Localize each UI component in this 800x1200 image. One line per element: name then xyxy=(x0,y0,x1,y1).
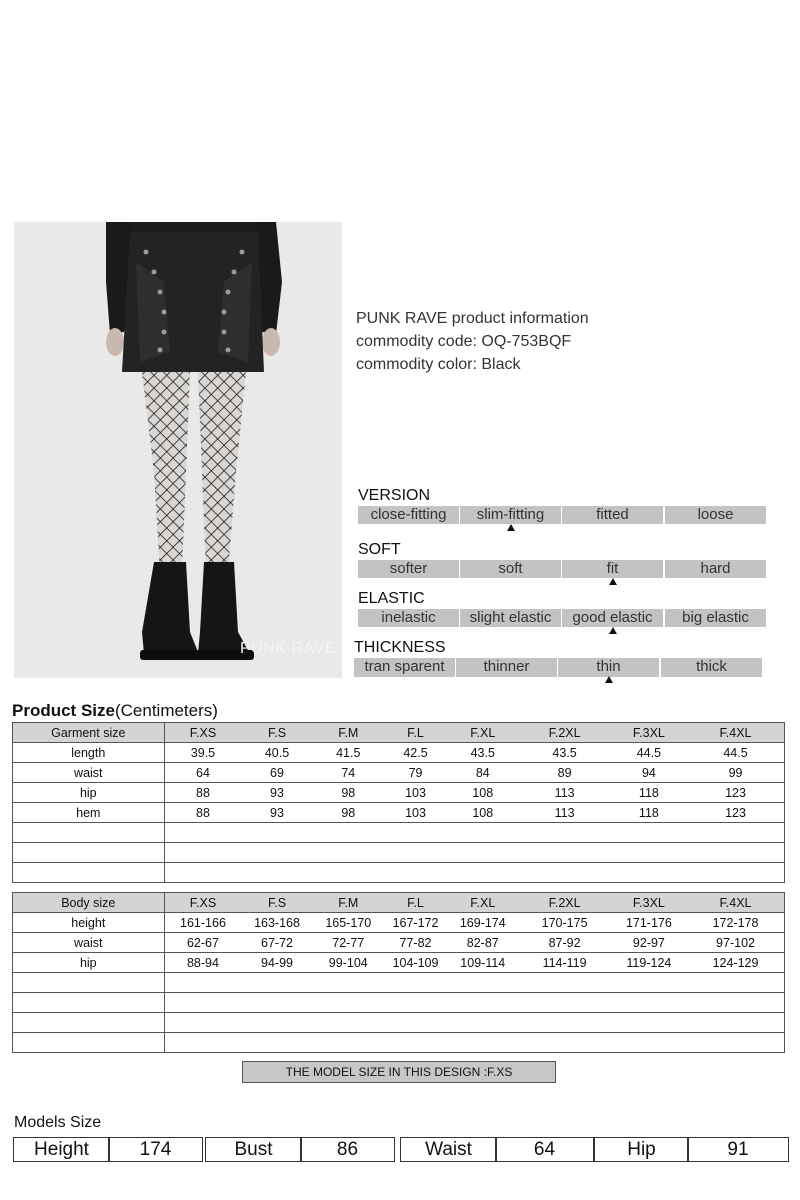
empty-row xyxy=(13,823,785,843)
table-cell: 104-109 xyxy=(384,953,447,973)
header-label: Garment size xyxy=(13,723,165,743)
model-measure-value: 64 xyxy=(495,1137,594,1162)
size-header: F.M xyxy=(313,893,384,913)
garment-size-table xyxy=(12,722,785,883)
table-cell: 69 xyxy=(241,763,312,783)
scale-option: big elastic xyxy=(665,609,766,627)
commodity-color: commodity color: Black xyxy=(356,356,521,373)
scale-option: tran sparent xyxy=(354,658,455,677)
scale-option: fit xyxy=(562,560,663,578)
selected-marker-icon xyxy=(609,578,617,585)
size-header: F.S xyxy=(241,723,312,743)
scale-option: thin xyxy=(558,658,659,677)
row-label: hip xyxy=(13,783,165,803)
empty-row xyxy=(13,863,785,883)
empty-row xyxy=(13,973,785,993)
empty-cell xyxy=(164,1033,784,1053)
header-label: Body size xyxy=(13,893,165,913)
table-cell: 123 xyxy=(687,783,784,803)
table-cell: 119-124 xyxy=(611,953,687,973)
row-label: height xyxy=(13,913,165,933)
empty-cell xyxy=(164,973,784,993)
product-size-heading: Product Size xyxy=(12,701,115,720)
table-cell: 92-97 xyxy=(611,933,687,953)
model-measure-label: Hip xyxy=(594,1137,689,1162)
empty-cell xyxy=(164,1013,784,1033)
skirt-model-illustration xyxy=(14,222,342,678)
empty-cell xyxy=(164,823,784,843)
scale-option: thick xyxy=(661,658,762,677)
empty-cell xyxy=(13,1013,165,1033)
table-cell: 172-178 xyxy=(687,913,784,933)
table-row xyxy=(13,933,785,953)
table-cell: 167-172 xyxy=(384,913,447,933)
size-header: F.3XL xyxy=(611,723,687,743)
size-header: F.XS xyxy=(164,893,241,913)
table-row xyxy=(13,783,785,803)
table-cell: 98 xyxy=(313,803,384,823)
table-cell: 98 xyxy=(313,783,384,803)
table-row xyxy=(13,913,785,933)
table-cell: 44.5 xyxy=(687,743,784,763)
size-header: F.2XL xyxy=(518,893,610,913)
selected-marker-icon xyxy=(605,676,613,683)
table-row xyxy=(13,763,785,783)
table-cell: 74 xyxy=(313,763,384,783)
row-label: hip xyxy=(13,953,165,973)
table-cell: 113 xyxy=(518,783,610,803)
empty-cell xyxy=(13,973,165,993)
table-cell: 77-82 xyxy=(384,933,447,953)
table-cell: 87-92 xyxy=(518,933,610,953)
table-row xyxy=(13,743,785,763)
table-row xyxy=(13,953,785,973)
scale-option: soft xyxy=(460,560,561,578)
table-cell: 118 xyxy=(611,803,687,823)
table-cell: 118 xyxy=(611,783,687,803)
size-header: F.2XL xyxy=(518,723,610,743)
scale-title-version: VERSION xyxy=(358,487,431,504)
size-header: F.XS xyxy=(164,723,241,743)
table-cell: 113 xyxy=(518,803,610,823)
table-cell: 40.5 xyxy=(241,743,312,763)
table-header-row xyxy=(13,893,785,913)
table-cell: 97-102 xyxy=(687,933,784,953)
table-cell: 109-114 xyxy=(447,953,518,973)
table-cell: 165-170 xyxy=(313,913,384,933)
product-size-title xyxy=(12,701,218,721)
model-measure-label: Bust xyxy=(205,1137,302,1162)
table-cell: 169-174 xyxy=(447,913,518,933)
scale-option: inelastic xyxy=(358,609,459,627)
row-label: waist xyxy=(13,763,165,783)
table-cell: 99-104 xyxy=(313,953,384,973)
model-measure-value: 91 xyxy=(687,1137,789,1162)
selected-marker-icon xyxy=(507,524,515,531)
empty-row xyxy=(13,993,785,1013)
size-header: F.4XL xyxy=(687,893,784,913)
scale-option: softer xyxy=(358,560,459,578)
table-cell: 39.5 xyxy=(164,743,241,763)
table-cell: 44.5 xyxy=(611,743,687,763)
scale-option: slim-fitting xyxy=(460,506,561,524)
size-header: F.L xyxy=(384,723,447,743)
table-cell: 89 xyxy=(518,763,610,783)
empty-cell xyxy=(164,863,784,883)
model-measure-value: 86 xyxy=(300,1137,395,1162)
scale-option: slight elastic xyxy=(460,609,561,627)
table-cell: 88 xyxy=(164,803,241,823)
row-label: waist xyxy=(13,933,165,953)
table-cell: 108 xyxy=(447,783,518,803)
size-header: F.L xyxy=(384,893,447,913)
model-measure-value: 174 xyxy=(108,1137,203,1162)
table-cell: 108 xyxy=(447,803,518,823)
table-cell: 67-72 xyxy=(241,933,312,953)
table-cell: 94-99 xyxy=(241,953,312,973)
table-cell: 43.5 xyxy=(518,743,610,763)
size-header: F.XL xyxy=(447,723,518,743)
empty-cell xyxy=(13,843,165,863)
product-photo xyxy=(14,222,342,678)
brand-watermark: PUNK RAVE xyxy=(240,640,336,657)
table-row xyxy=(13,803,785,823)
empty-row xyxy=(13,1013,785,1033)
table-cell: 94 xyxy=(611,763,687,783)
unit-label: (Centimeters) xyxy=(114,701,218,720)
model-size-note: THE MODEL SIZE IN THIS DESIGN :F.XS xyxy=(242,1061,556,1083)
table-cell: 41.5 xyxy=(313,743,384,763)
table-cell: 163-168 xyxy=(241,913,312,933)
scale-option: hard xyxy=(665,560,766,578)
size-header: F.4XL xyxy=(687,723,784,743)
table-cell: 103 xyxy=(384,783,447,803)
empty-cell xyxy=(13,993,165,1013)
table-cell: 42.5 xyxy=(384,743,447,763)
scale-option: good elastic xyxy=(562,609,663,627)
scale-title-soft: SOFT xyxy=(358,541,401,558)
row-label: length xyxy=(13,743,165,763)
size-header: F.3XL xyxy=(611,893,687,913)
table-cell: 88 xyxy=(164,783,241,803)
table-cell: 88-94 xyxy=(164,953,241,973)
scale-option: close-fitting xyxy=(358,506,459,524)
model-measure-label: Waist xyxy=(400,1137,497,1162)
table-cell: 84 xyxy=(447,763,518,783)
scale-option: thinner xyxy=(456,658,557,677)
row-label: hem xyxy=(13,803,165,823)
empty-row xyxy=(13,1033,785,1053)
empty-cell xyxy=(13,823,165,843)
table-cell: 93 xyxy=(241,783,312,803)
table-cell: 124-129 xyxy=(687,953,784,973)
scale-option: loose xyxy=(665,506,766,524)
table-cell: 99 xyxy=(687,763,784,783)
scale-option: fitted xyxy=(562,506,663,524)
table-cell: 161-166 xyxy=(164,913,241,933)
table-cell: 43.5 xyxy=(447,743,518,763)
table-cell: 93 xyxy=(241,803,312,823)
empty-cell xyxy=(164,843,784,863)
body-size-table xyxy=(12,892,785,1053)
info-title: PUNK RAVE product information xyxy=(356,310,589,327)
scale-title-thickness: THICKNESS xyxy=(354,639,446,656)
table-cell: 79 xyxy=(384,763,447,783)
size-header: F.XL xyxy=(447,893,518,913)
table-cell: 103 xyxy=(384,803,447,823)
table-header-row xyxy=(13,723,785,743)
empty-cell xyxy=(13,1033,165,1053)
table-cell: 171-176 xyxy=(611,913,687,933)
empty-cell xyxy=(13,863,165,883)
table-cell: 123 xyxy=(687,803,784,823)
empty-cell xyxy=(164,993,784,1013)
table-cell: 64 xyxy=(164,763,241,783)
models-size-title: Models Size xyxy=(14,1114,102,1131)
scale-title-elastic: ELASTIC xyxy=(358,590,425,607)
size-header: F.S xyxy=(241,893,312,913)
table-cell: 72-77 xyxy=(313,933,384,953)
size-header: F.M xyxy=(313,723,384,743)
table-cell: 114-119 xyxy=(518,953,610,973)
table-cell: 62-67 xyxy=(164,933,241,953)
table-cell: 82-87 xyxy=(447,933,518,953)
commodity-code: commodity code: OQ-753BQF xyxy=(356,333,572,350)
selected-marker-icon xyxy=(609,627,617,634)
empty-row xyxy=(13,843,785,863)
table-cell: 170-175 xyxy=(518,913,610,933)
model-measure-label: Height xyxy=(13,1137,110,1162)
